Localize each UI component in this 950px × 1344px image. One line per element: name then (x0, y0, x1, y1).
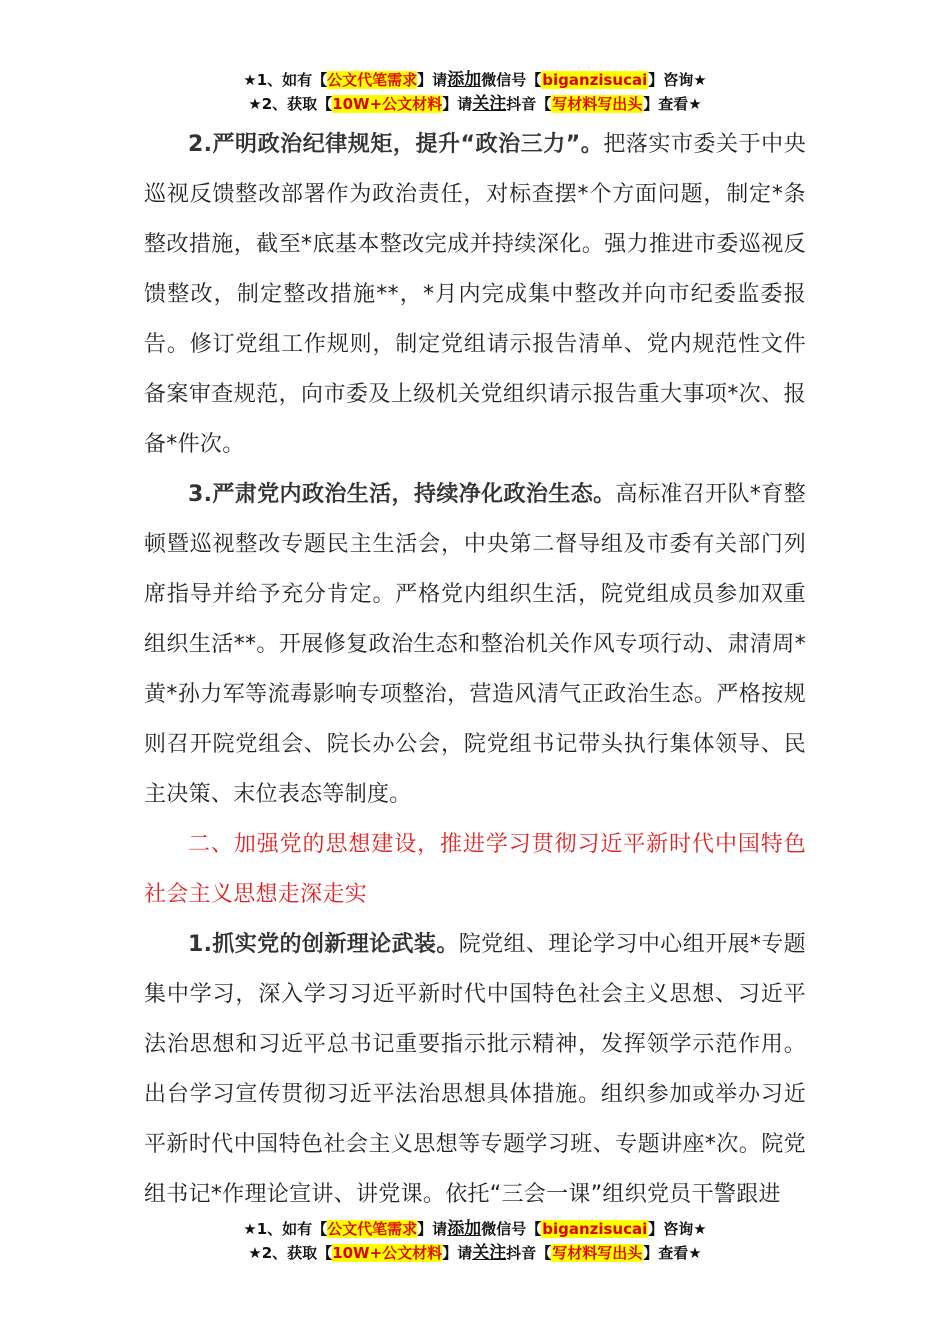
wechat-id[interactable]: biganzisucai (542, 1220, 648, 1238)
section-heading: 二、加强党的思想建设，推进学习贯彻习近平新时代中国特色社会主义思想走深走实 (144, 832, 806, 907)
banner-line-2: ★2、获取【10W+公文材料】请关注抖音【写材料写出头】查看★ (248, 1243, 702, 1263)
paragraph-lead: 1.抓实党的创新理论武装。 (188, 932, 459, 957)
top-banner (0, 68, 950, 116)
paragraph-text: 院党组、理论学习中心组开展*专题集中学习，深入学习习近平新时代中国特色社会主义思想、习近平法治思想和习近平总书记重要指示批示精神，发挥领学示范作用。出台学习宣传贯彻习近平法治思想具体措施。组织参加或举办习近平新时代中国特色社会主义思想等专题学习班、专题讲座*次。院党组书记*作理论宣讲、讲党课。依托“三会一课”组织党员干警跟进 (144, 932, 806, 1207)
paragraph-text: 高标准召开队*育整顿暨巡视整改专题民主生活会，中央第二督导组及市委有关部门列席指导并给予充分肯定。严格党内组织生活，院党组成员参加双重组织生活**。开展修复政治生态和整治机关作风专项行动、肃清周*黄*孙力军等流毒影响专项整治，营造风清气正政治生态。严格按规则召开院党组会、院长办公会，院党组书记带头执行集体领导、民主决策、末位表态等制度。 (144, 482, 806, 807)
paragraph-lead: 2.严明政治纪律规矩，提升“政治三力”。 (188, 132, 604, 157)
banner-highlight: 公文代笔需求 (327, 71, 418, 89)
bottom-banner (0, 1217, 950, 1265)
banner-line-1: ★1、如有【公文代笔需求】请添加微信号【biganzisucai】咨询★ (243, 70, 707, 90)
paragraph-lead: 3.严肃党内政治生活，持续净化政治生态。 (188, 482, 616, 507)
banner-highlight: 10W+公文材料 (332, 95, 443, 113)
paragraph-theory-study (144, 920, 806, 1210)
wechat-id[interactable]: biganzisucai (542, 71, 648, 89)
document-body (144, 120, 806, 1210)
banner-highlight: 10W+公文材料 (332, 1244, 443, 1262)
paragraph-political-discipline (144, 120, 806, 470)
banner-highlight: 公文代笔需求 (327, 1220, 418, 1238)
douyin-account[interactable]: 写材料写出头 (552, 1244, 643, 1262)
paragraph-text: 把落实市委关于中央巡视反馈整改部署作为政治责任，对标查摆*个方面问题，制定*条整改措施，截至*底基本整改完成并持续深化。强力推进市委巡视反馈整改，制定整改措施**，*月内完成集中整改并向市纪委监委报告。修订党组工作规则，制定党组请示报告清单、党内规范性文件备案审查规范，向市委及上级机关党组织请示报告重大事项*次、报备*件次。 (144, 132, 806, 457)
douyin-account[interactable]: 写材料写出头 (552, 95, 643, 113)
banner-line-2: ★2、获取【10W+公文材料】请关注抖音【写材料写出头】查看★ (248, 94, 702, 114)
paragraph-political-life (144, 470, 806, 820)
banner-line-1: ★1、如有【公文代笔需求】请添加微信号【biganzisucai】咨询★ (243, 1219, 707, 1239)
